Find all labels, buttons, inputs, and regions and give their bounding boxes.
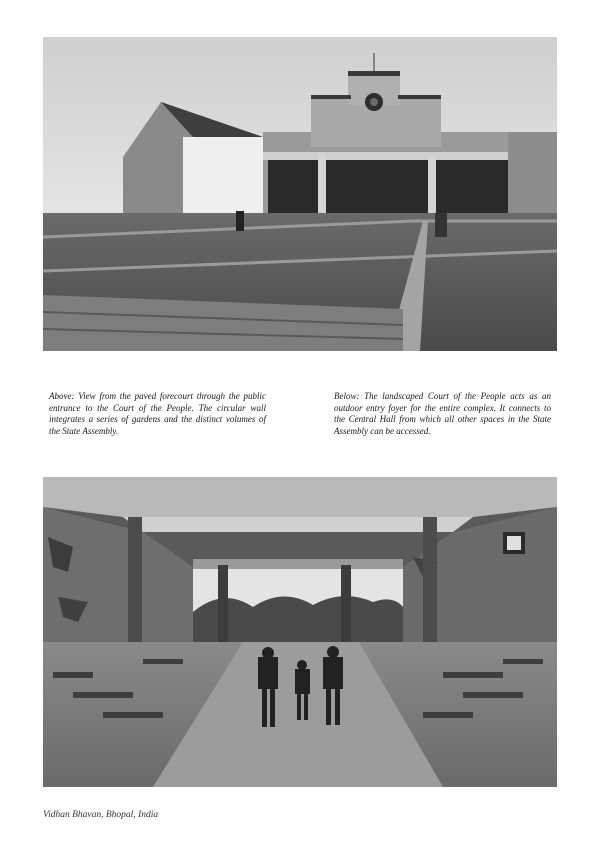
- caption-above: Above: View from the paved forecourt through the public entrance to the Court of the People. The circular wall integrates a series of gardens and the distinct volumes of the State Assembly.: [49, 391, 266, 436]
- page-footer: Vidhan Bhavan, Bhopal, India: [43, 810, 159, 820]
- caption-below: Below: The landscaped Court of the People acts as an outdoor entry foyer for the entire complex. It connects to the Central Hall from which all other spaces in the State Assembly can be accessed.: [334, 391, 551, 436]
- forecourt-entrance-photo: [43, 37, 557, 351]
- court-of-the-people-photo: [43, 477, 557, 787]
